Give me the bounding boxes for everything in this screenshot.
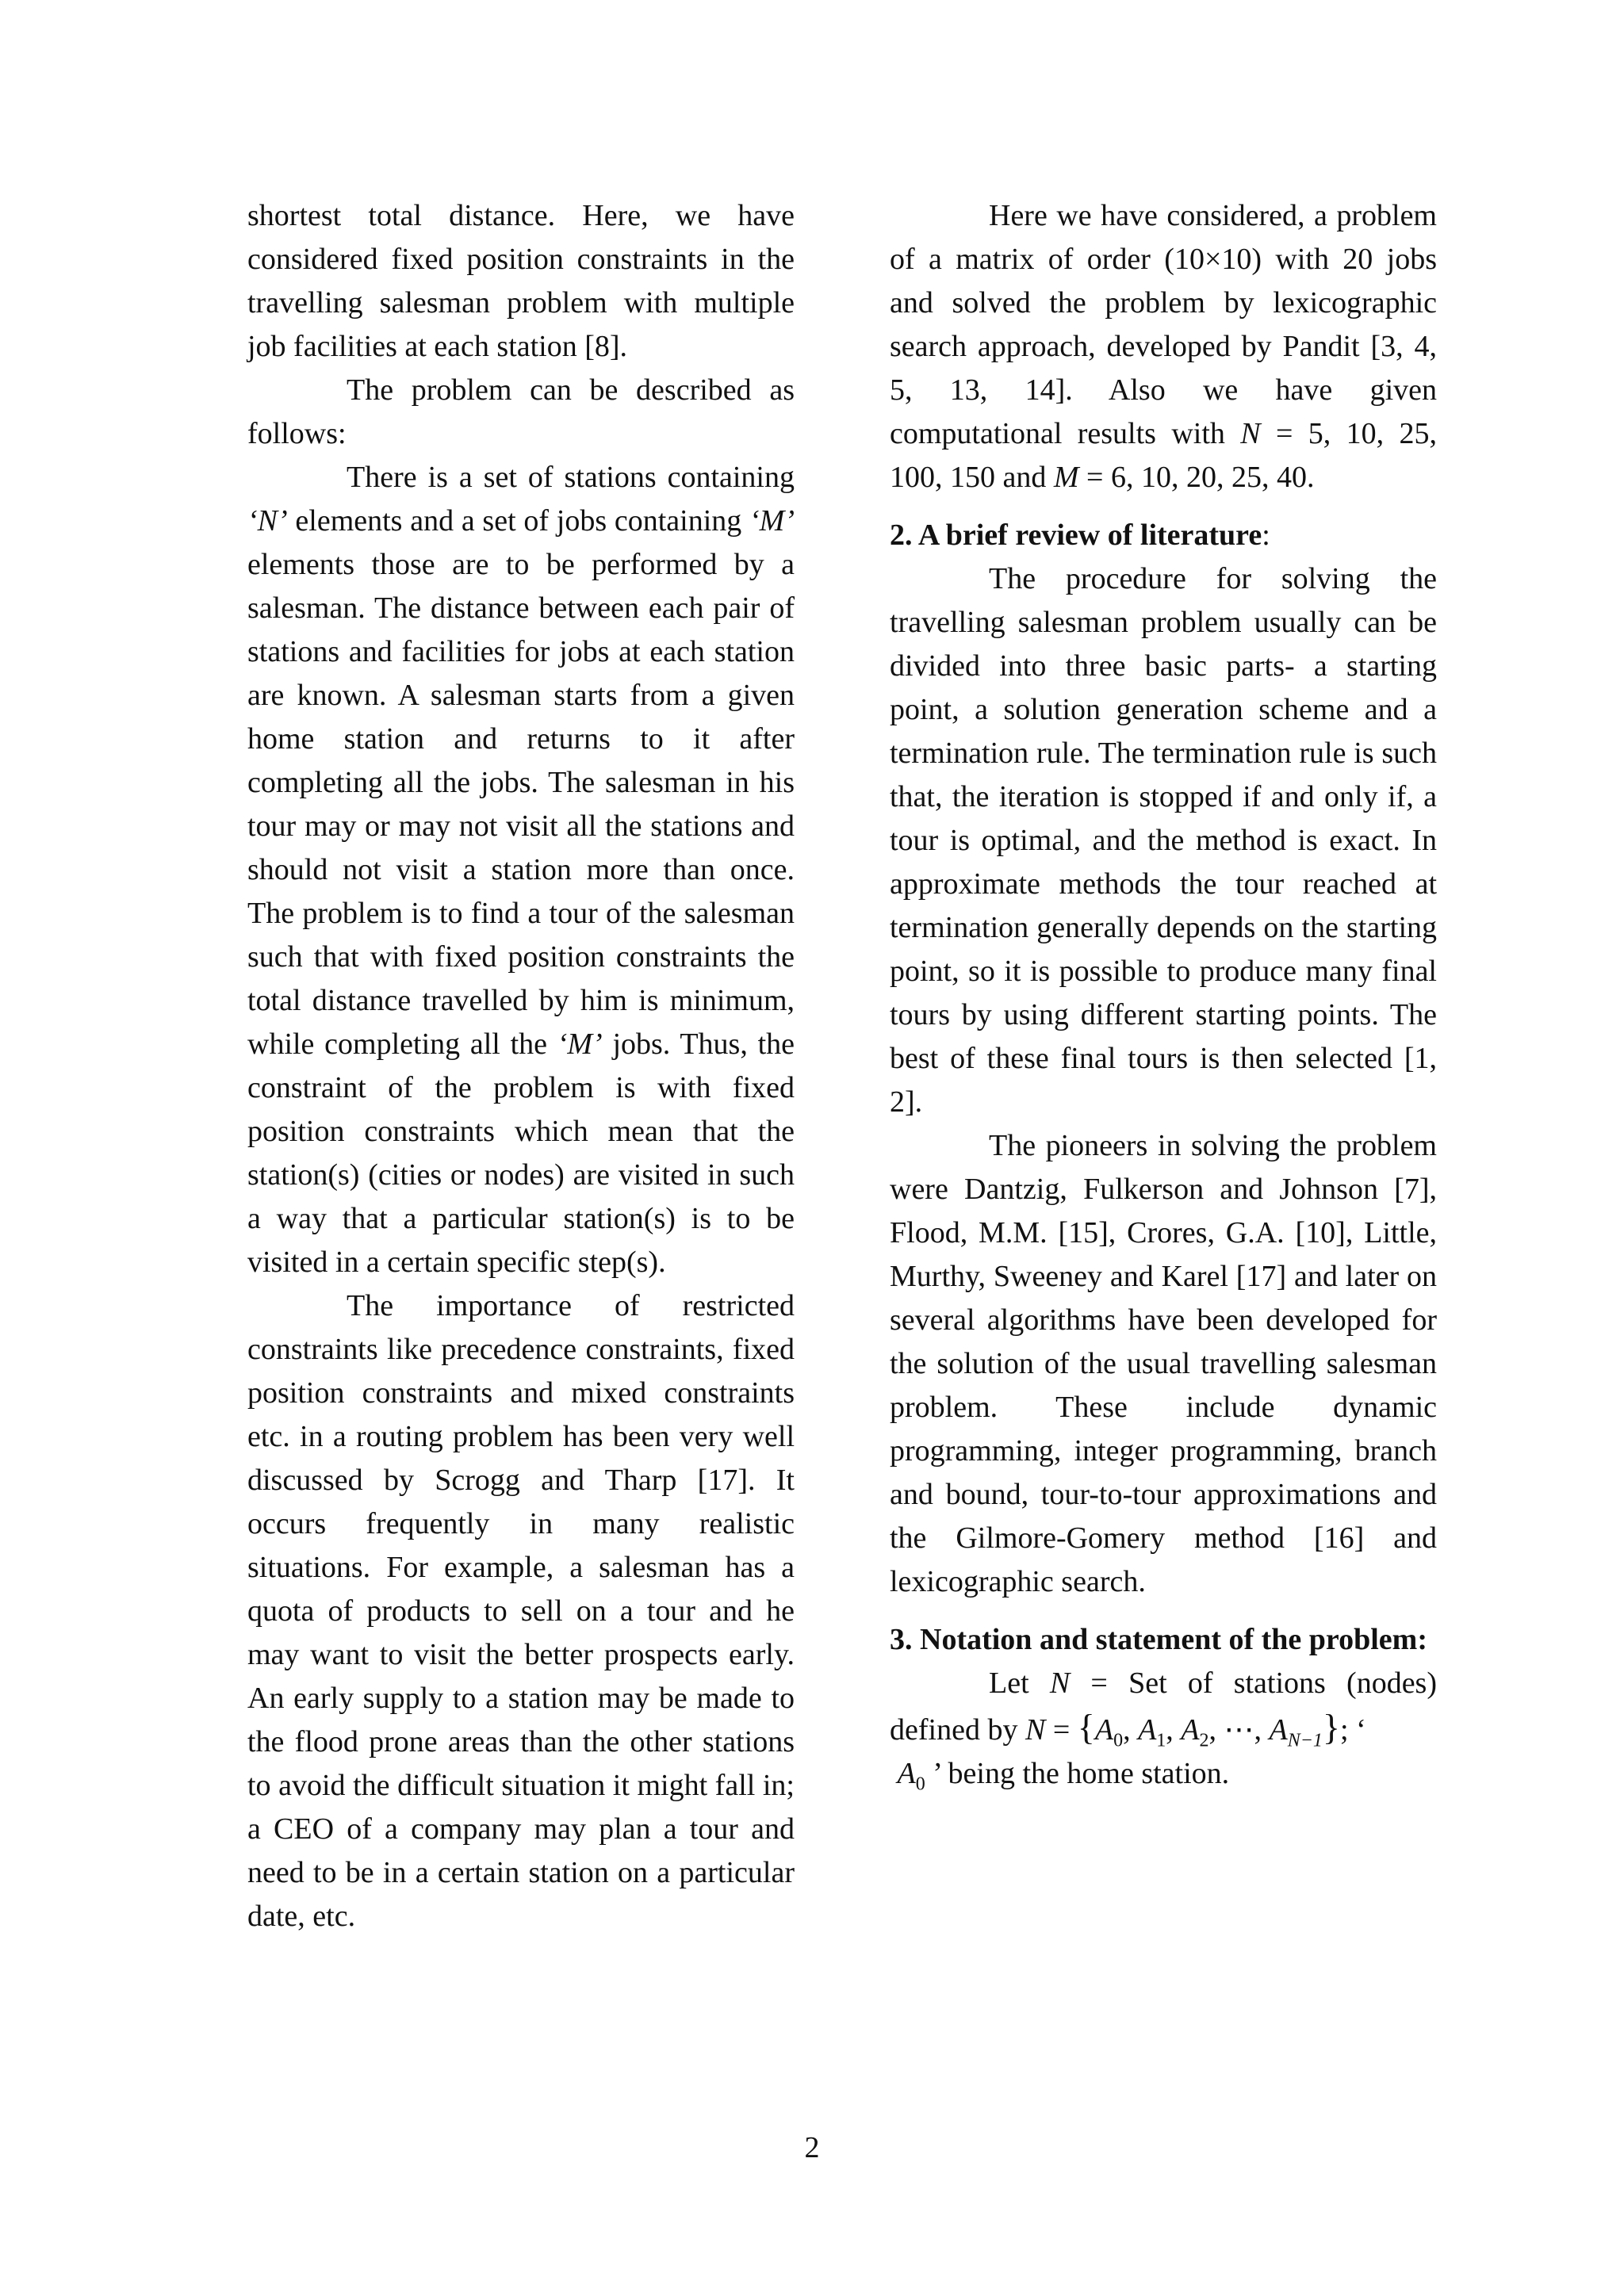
paragraph-problem-intro: The problem can be described as follows: (247, 373, 795, 450)
paragraph-pioneers: The pioneers in solving the problem were Dantzig, Fulkerson and Johnson [7], Flood, M.M. [15], Crores, G.A. [10], Little, Murthy, Sweeney and Karel [17] and later on several algorithms have been developed for the solution of the usual travelling salesman problem. These include dynamic programming, integer programming, branch and bound, tour-to-tour approximations and the Gilmore-Gomery method [16] and lexicographic search. (890, 1129, 1437, 1598)
section-heading-notation: 3. Notation and statement of the problem: (890, 1623, 1427, 1656)
symbol-n: N (1240, 417, 1261, 450)
section-heading-literature: 2. A brief review of literature: (890, 519, 1270, 552)
paragraph-importance: The importance of restricted constraints like precedence constraints, fixed position constraints and mixed constraints etc. in a routing problem has been very well discussed by Scrogg and Tharp [17]. It occurs frequently in many realistic situations. For example, a salesman has a quota of products to sell on a tour and he may want to visit the better prospects early. An early supply to a station may be made to the flood prone areas than the other stations to avoid the difficult situation it might fall in; a CEO of a company may plan a tour and need to be in a certain station on a particular date, etc. (247, 1289, 795, 1933)
symbol-n: ‘N’ (247, 504, 288, 538)
symbol-m: ‘M’ (749, 504, 795, 538)
symbol-m: M (1053, 461, 1079, 494)
paragraph-procedure: The procedure for solving the travelling salesman problem usually can be divided into three basic parts- a starting point, a solution generation scheme and a termination rule. The termination rule is such that, the iteration is stopped if and only if, a tour is optimal, and the method is exact. In approximate methods the tour reached at termination generally depends on the starting point, so it is possible to produce many final tours by using different starting points. The best of these final tours is then selected [1, 2]. (890, 562, 1437, 1119)
paragraph-continued: shortest total distance. Here, we have considered fixed position constraints in the travelling salesman problem with multiple job facilities at each station [8]. (247, 199, 795, 363)
right-column (890, 194, 1437, 1796)
paragraph-problem-description: There is a set of stations containing ‘N’ elements and a set of jobs containing ‘M’ elements those are to be performed by a salesman. The distance between each pair of stations and facilities for jobs at each station are known. A salesman starts from a given home station and returns to it after completing all the jobs. The salesman in his tour may or may not visit all the stations and should not visit a station more than once. The problem is to find a tour of the salesman such that with fixed position constraints the total distance travelled by him is minimum, while completing all the ‘M’ jobs. Thus, the constraint of the problem is with fixed position constraints which mean that the station(s) (cities or nodes) are visited in such a way that a particular station(s) is to be visited in a certain specific step(s). (247, 461, 795, 1279)
left-column (247, 194, 795, 1938)
page-number: 2 (804, 2131, 820, 2164)
paragraph-considered: Here we have considered, a problem of a matrix of order (10×10) with 20 jobs and solved the problem by lexicographic search approach, developed by Pandit [3, 4, 5, 13, 14]. Also we have given computational results with N = 5, 10, 25, 100, 150 and M = 6, 10, 20, 25, 40. (890, 199, 1437, 494)
paragraph-notation: Let N = Set of stations (nodes) defined by $N = \{A_0$, $A_1$, $A_2$, ⋯, $A_{N-1}$}; ‘ $A_0$ ’ being the home station. (890, 1667, 1438, 1795)
symbol-m: ‘M’ (557, 1027, 603, 1061)
